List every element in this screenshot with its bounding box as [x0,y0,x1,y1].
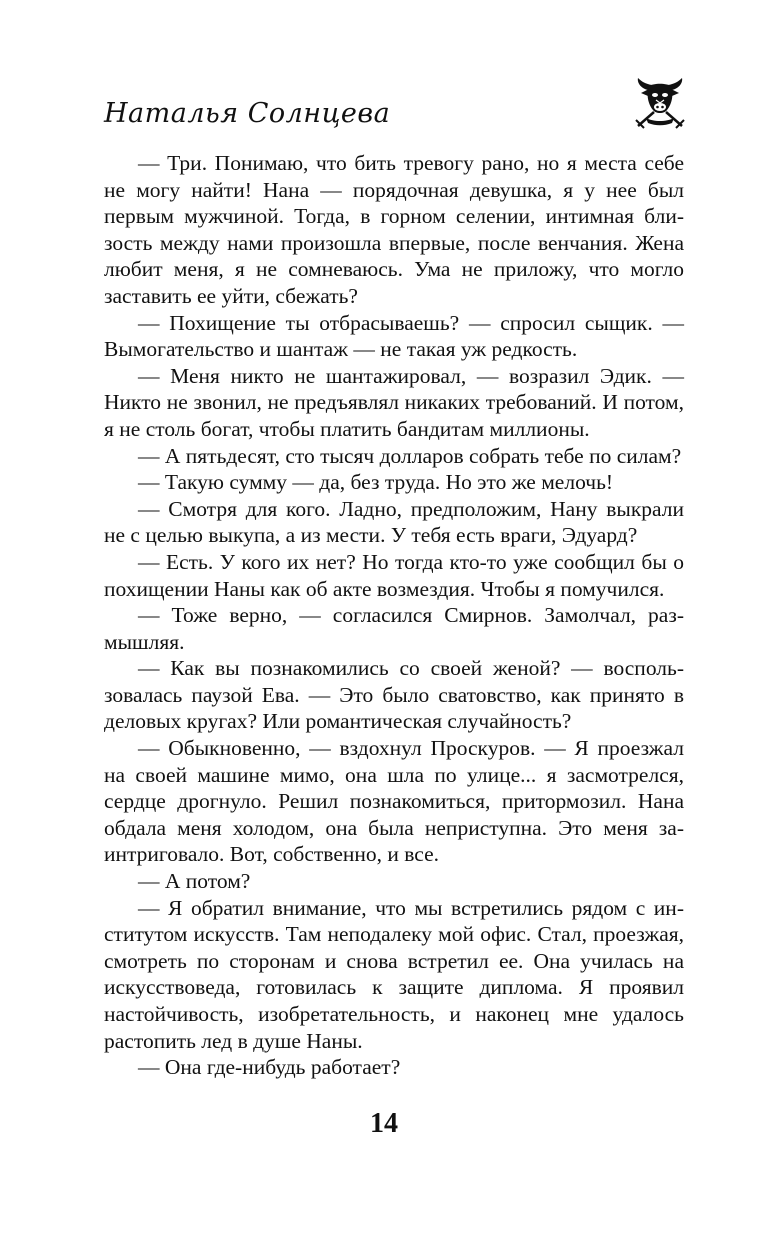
paragraph: — А потом? [138,869,251,894]
running-header [104,96,684,146]
paragraph: — Похищение ты отбрасываешь? — спросил сыщик. — Вымогательство и шантаж — не такая уж редкость. [104,310,684,362]
paragraph: — Такую сумму — да, без труда. Но это же мелочь! [138,470,614,495]
paragraph: — Есть. У кого их нет? Но тогда кто-то уже сообщил бы о похищении Наны как об акте возмездия. Чтобы я помучился. [104,549,684,601]
paragraph: — Обыкновенно, — вздохнул Проскуров. — Я проезжал на своей машине мимо, она шла по улице... я засмотрелся, сердце дрогнуло. Решил познакомиться, притормозил. Нана обдала меня холодом, она была неприступна. Это меня заинтриговало. Вот, собственно, и все. [104,736,684,867]
paragraph: — Я обратил внимание, что мы встретились рядом с институтом искусств. Там неподалеку мой офис. Стал, проезжая, смотреть по сторонам и снова встретил ее. Она училась на искусствоведа, готовилась к защите диплома. Я проявил настойчивость, изобретательность, и наконец мне удалось растопить лед в душе Наны. [104,895,684,1053]
paragraph: — Меня никто не шантажировал, — возразил Эдик. — Никто не звонил, не предъявлял никаких требований. И потом, я не столь богат, чтобы платить бандитам миллионы. [104,363,684,441]
paragraph: — Смотря для кого. Ладно, предположим, Нану выкрали не с целью выкупа, а из мести. У тебя есть враги, Эдуард? [104,496,684,548]
bull-emblem-icon [634,76,686,130]
body-text [104,150,684,1081]
paragraph: — Три. Понимаю, что бить тревогу рано, но я места себе не могу найти! Нана — порядочная девушка, я у нее был первым мужчиной. Тогда, в горном селении, интимная близость между нами произошла впервые, после венчания. Жена любит меня, я не сомневаюсь. Ума не приложу, что могло заставить ее уйти, сбежать? [104,151,684,308]
paragraph: — А пятьдесят, сто тысяч долларов собрать тебе по силам? [138,443,682,468]
paragraph: — Как вы познакомились со своей женой? — воспользовалась паузой Ева. — Это было сватовство, как принято в деловых кругах? Или романтическая случайность? [104,656,684,734]
page-number: 14 [370,1108,398,1139]
paragraph: — Она где-нибудь работает? [138,1055,401,1080]
author-name: Наталья Солнцева [104,98,391,129]
paragraph: — Тоже верно, — согласился Смирнов. Замолчал, размышляя. [104,603,684,654]
